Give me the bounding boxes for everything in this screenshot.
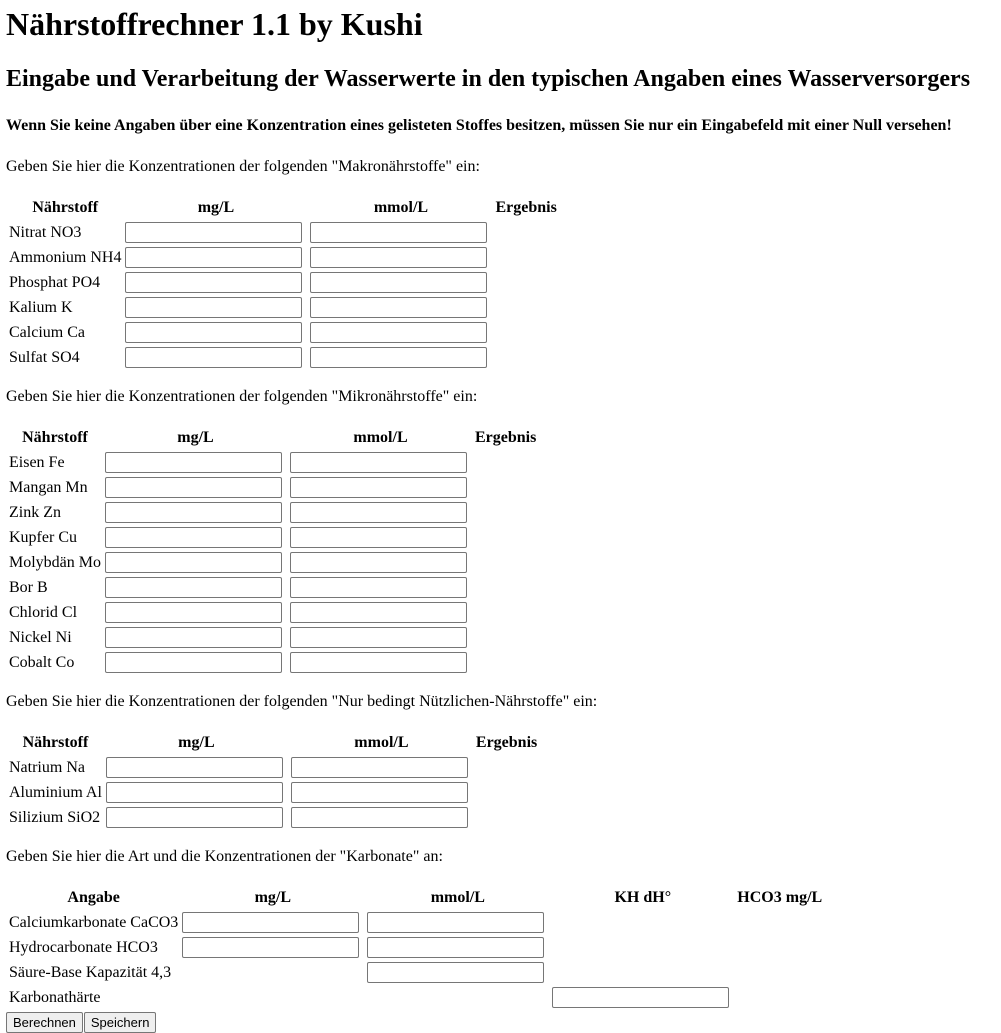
micro-table [6, 425, 539, 676]
micro-mg-input[interactable] [105, 477, 282, 498]
macro-mmol-input[interactable] [310, 222, 487, 243]
result-cell [494, 221, 557, 244]
calculate-button[interactable]: Berechnen [6, 1012, 83, 1033]
row-label: Eisen Fe [9, 453, 65, 471]
conditional-intro: Geben Sie hier die Konzentrationen der folgenden "Nur bedingt Nützlichen-Nährstoffe" ein: [6, 693, 598, 710]
row-label: Bor B [9, 578, 48, 596]
row-label: Kalium K [9, 298, 73, 316]
micro-mg-input[interactable] [105, 577, 282, 598]
micro-mg-input[interactable] [105, 502, 282, 523]
header-mg: mg/L [177, 429, 214, 446]
result-cell [474, 526, 537, 549]
header-mmol: mmol/L [354, 734, 409, 751]
conditional-table [6, 730, 540, 831]
result-cell [494, 296, 557, 319]
row-label: Kupfer Cu [9, 528, 77, 546]
header-mg: mg/L [254, 889, 292, 906]
table-row [8, 781, 538, 804]
row-label: Sulfat SO4 [9, 348, 80, 366]
micro-mmol-input[interactable] [290, 452, 467, 473]
header-naehrstoff: Nährstoff [22, 734, 89, 751]
result-cell [475, 806, 538, 829]
header-ergebnis: Ergebnis [495, 199, 557, 216]
micro-mmol-input[interactable] [290, 602, 467, 623]
result-cell [474, 501, 537, 524]
micro-mmol-input[interactable] [290, 477, 467, 498]
row-label: Natrium Na [9, 758, 85, 776]
result-cell [494, 321, 557, 344]
row-label: Molybdän Mo [9, 553, 101, 571]
macro-mmol-input[interactable] [310, 322, 487, 343]
macro-mg-input[interactable] [125, 322, 302, 343]
header-naehrstoff: Nährstoff [22, 429, 88, 446]
table-row [8, 986, 823, 1009]
carbonates-intro: Geben Sie hier die Art und die Konzentrationen der "Karbonate" an: [6, 848, 443, 865]
macro-mg-input[interactable] [125, 272, 302, 293]
conditional-mg-input[interactable] [106, 757, 283, 778]
micro-mmol-input[interactable] [290, 652, 467, 673]
macro-table [6, 195, 560, 371]
table-row [8, 756, 538, 779]
conditional-mg-input[interactable] [106, 807, 283, 828]
result-cell [474, 626, 537, 649]
result-cell [475, 756, 538, 779]
table-row [8, 346, 558, 369]
micro-mg-input[interactable] [105, 552, 282, 573]
micro-mg-input[interactable] [105, 652, 282, 673]
result-cell [474, 576, 537, 599]
macro-mg-input[interactable] [125, 222, 302, 243]
table-row [8, 271, 558, 294]
conditional-mmol-input[interactable] [291, 757, 468, 778]
micro-mg-input[interactable] [105, 627, 282, 648]
header-mmol: mmol/L [353, 429, 408, 446]
header-mg: mg/L [178, 734, 215, 751]
page-subtitle: Eingabe und Verarbeitung der Wasserwerte in den typischen Angaben eines Wasserversorgers [6, 66, 971, 92]
table-header-row [8, 197, 558, 219]
header-kh: KH dH° [614, 889, 672, 906]
row-label: Cobalt Co [9, 653, 75, 671]
row-label: Nitrat NO3 [9, 223, 82, 241]
row-label: Chlorid Cl [9, 603, 78, 621]
caco3-mg-input[interactable] [182, 912, 359, 933]
macro-mg-input[interactable] [125, 247, 302, 268]
macro-mmol-input[interactable] [310, 272, 487, 293]
row-label: Säure-Base Kapazität 4,3 [9, 963, 172, 981]
page-title: Nährstoffrechner 1.1 by Kushi [6, 6, 423, 42]
table-row [8, 601, 537, 624]
header-naehrstoff: Nährstoff [32, 199, 99, 216]
header-mmol: mmol/L [373, 199, 429, 216]
macro-mg-input[interactable] [125, 297, 302, 318]
result-cell [474, 476, 537, 499]
micro-mg-input[interactable] [105, 602, 282, 623]
result-cell [494, 346, 557, 369]
result-cell [474, 601, 537, 624]
table-row [8, 551, 537, 574]
result-cell [474, 451, 537, 474]
header-mg: mg/L [197, 199, 235, 216]
table-header-row [8, 732, 538, 754]
row-label: Silizium SiO2 [9, 808, 101, 826]
table-row [8, 626, 537, 649]
row-label: Hydrocarbonate HCO3 [9, 938, 158, 956]
micro-mmol-input[interactable] [290, 627, 467, 648]
save-button[interactable]: Speichern [84, 1012, 157, 1033]
result-cell [475, 781, 538, 804]
table-row [8, 321, 558, 344]
micro-intro: Geben Sie hier die Konzentrationen der folgenden "Mikronährstoffe" ein: [6, 388, 478, 405]
result-cell [494, 246, 557, 269]
result-cell [494, 271, 557, 294]
caco3-mmol-input[interactable] [367, 912, 544, 933]
notice: Wenn Sie keine Angaben über eine Konzentration eines gelisteten Stoffes besitzen, müssen Sie nur ein Eingabefeld mit einer Null versehen! [6, 117, 952, 134]
carbonates-table [6, 885, 825, 1011]
row-label: Ammonium NH4 [9, 248, 122, 266]
table-row [8, 451, 537, 474]
header-angabe: Angabe [67, 889, 120, 906]
row-label: Aluminium Al [9, 783, 102, 801]
table-row [8, 911, 823, 934]
table-header-row [8, 427, 537, 449]
table-row [8, 501, 537, 524]
micro-mg-input[interactable] [105, 452, 282, 473]
table-row [8, 476, 537, 499]
header-mmol: mmol/L [430, 889, 485, 906]
row-label: Karbonathärte [9, 988, 101, 1006]
header-ergebnis: Ergebnis [475, 734, 538, 751]
row-label: Calciumkarbonate CaCO3 [9, 913, 179, 931]
table-row [8, 576, 537, 599]
row-label: Calcium Ca [9, 323, 85, 341]
result-cell [474, 551, 537, 574]
macro-mg-input[interactable] [125, 347, 302, 368]
result-cell [474, 651, 537, 674]
hco3-mg-input[interactable] [182, 937, 359, 958]
row-label: Mangan Mn [9, 478, 88, 496]
micro-mmol-input[interactable] [290, 577, 467, 598]
button-bar [6, 1012, 993, 1033]
conditional-mmol-input[interactable] [291, 782, 468, 803]
karbonathaerte-kh-input[interactable] [552, 987, 729, 1008]
row-label: Nickel Ni [9, 628, 72, 646]
row-label: Zink Zn [9, 503, 61, 521]
macro-mmol-input[interactable] [310, 297, 487, 318]
micro-mg-input[interactable] [105, 527, 282, 548]
table-row [8, 246, 558, 269]
macro-intro: Geben Sie hier die Konzentrationen der folgenden "Makronährstoffe" ein: [6, 158, 480, 175]
table-row [8, 961, 823, 984]
hco3-mmol-input[interactable] [367, 937, 544, 958]
table-row [8, 221, 558, 244]
micro-mmol-input[interactable] [290, 527, 467, 548]
table-row [8, 936, 823, 959]
row-label: Phosphat PO4 [9, 273, 101, 291]
macro-mmol-input[interactable] [310, 247, 487, 268]
macro-mmol-input[interactable] [310, 347, 487, 368]
saeure-base-mmol-input[interactable] [367, 962, 544, 983]
table-header-row [8, 887, 823, 909]
micro-mmol-input[interactable] [290, 502, 467, 523]
table-row [8, 651, 537, 674]
header-hco3: HCO3 mg/L [737, 889, 823, 906]
conditional-mmol-input[interactable] [291, 807, 468, 828]
table-row [8, 526, 537, 549]
header-ergebnis: Ergebnis [475, 429, 537, 446]
table-row [8, 296, 558, 319]
conditional-mg-input[interactable] [106, 782, 283, 803]
table-row [8, 806, 538, 829]
micro-mmol-input[interactable] [290, 552, 467, 573]
